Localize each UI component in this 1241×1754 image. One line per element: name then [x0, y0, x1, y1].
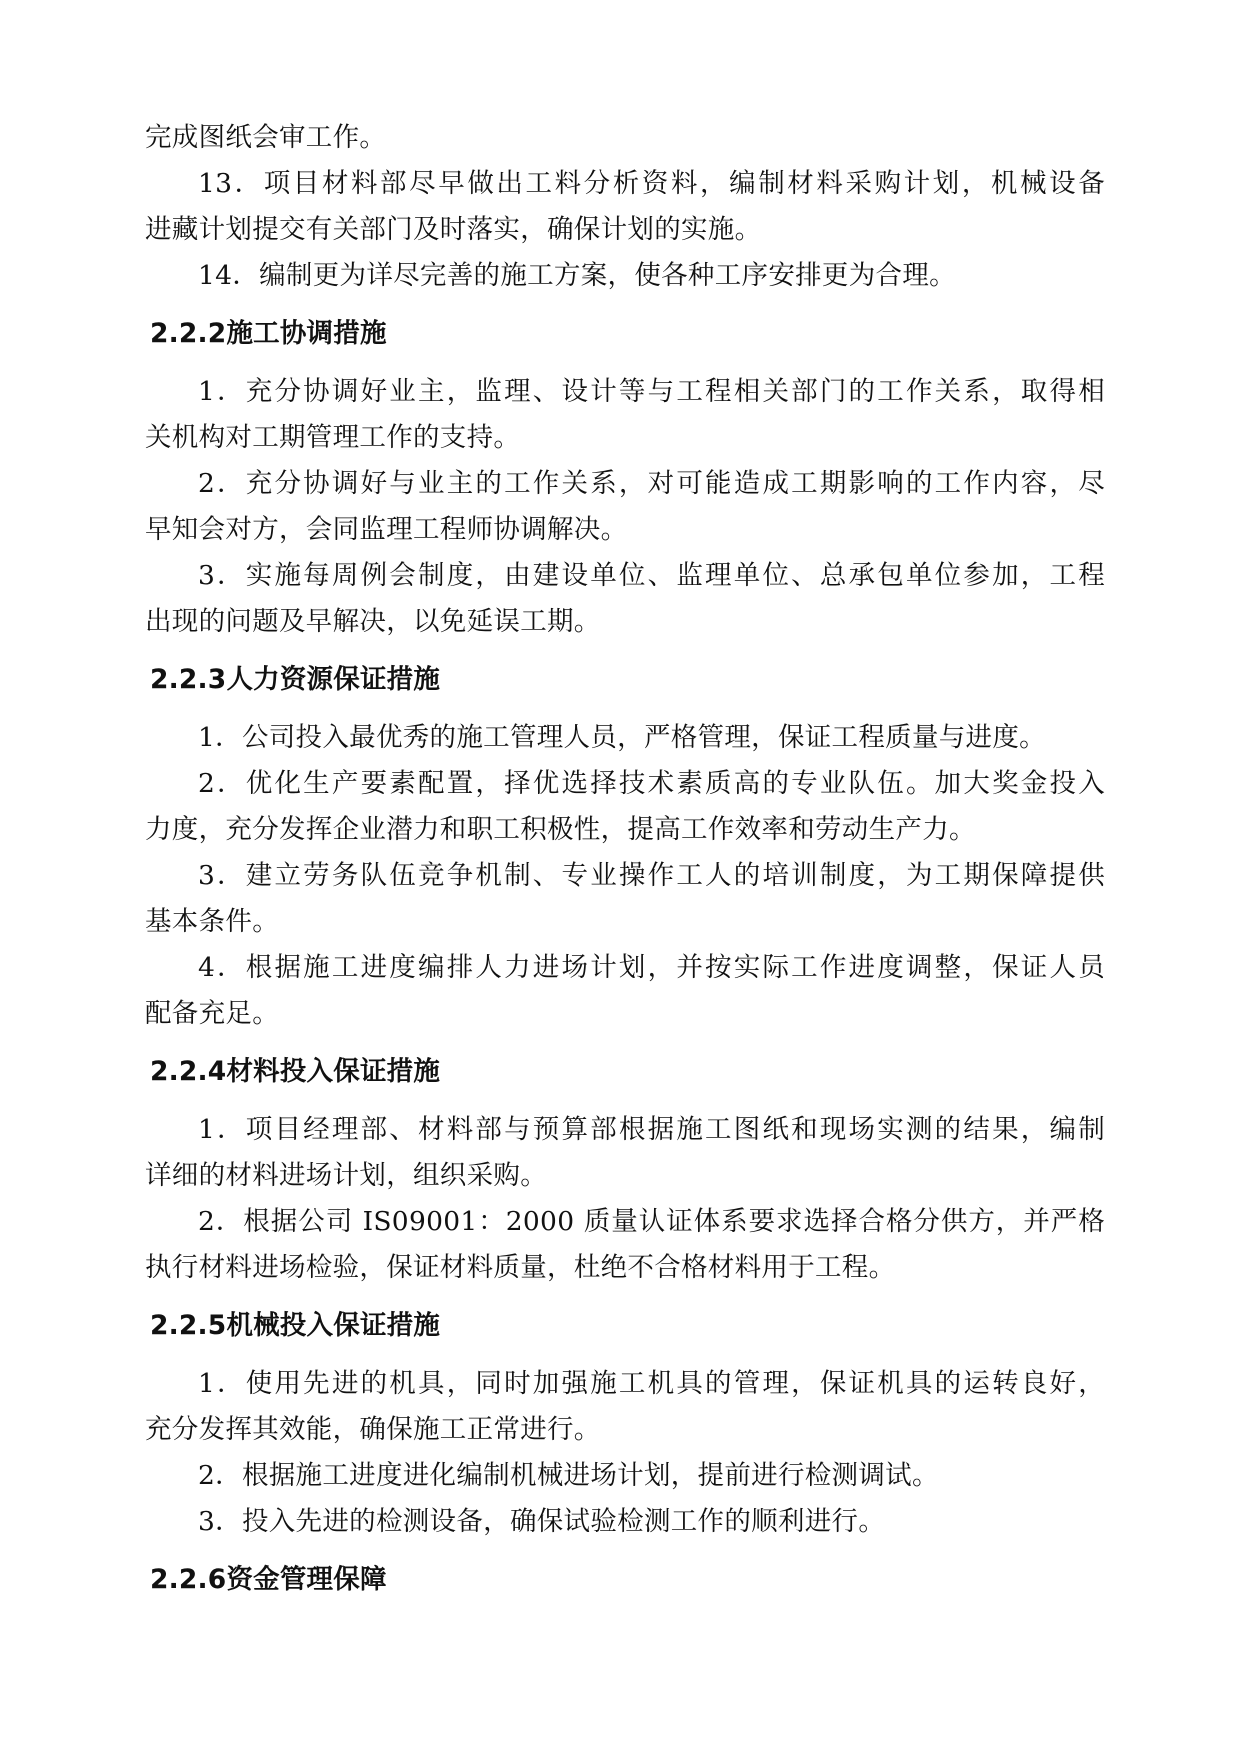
- text-line: 2．根据施工进度进化编制机械进场计划，提前进行检测调试。: [198, 1460, 939, 1491]
- section-heading: 2.2.5机械投入保证措施: [150, 1310, 441, 1341]
- text-line: 基本条件。: [145, 906, 279, 937]
- section-heading: 2.2.6资金管理保障: [150, 1564, 387, 1595]
- text-line: 14．编制更为详尽完善的施工方案，使各种工序安排更为合理。: [198, 260, 956, 291]
- text-line: 2．充分协调好与业主的工作关系，对可能造成工期影响的工作内容，尽: [198, 468, 1105, 499]
- text-line: 进藏计划提交有关部门及时落实，确保计划的实施。: [145, 214, 762, 245]
- section-heading: 2.2.4材料投入保证措施: [150, 1056, 441, 1087]
- text-line: 13．项目材料部尽早做出工料分析资料，编制材料采购计划，机械设备: [198, 168, 1105, 199]
- text-line: 关机构对工期管理工作的支持。: [145, 422, 521, 453]
- text-line: 3．建立劳务队伍竞争机制、专业操作工人的培训制度，为工期保障提供: [198, 860, 1105, 891]
- text-line: 充分发挥其效能，确保施工正常进行。: [145, 1414, 601, 1445]
- text-line: 2．根据公司 IS09001：2000 质量认证体系要求选择合格分供方，并严格: [198, 1206, 1105, 1237]
- text-line: 出现的问题及早解决，以免延误工期。: [145, 606, 601, 637]
- text-line: 早知会对方，会同监理工程师协调解决。: [145, 514, 628, 545]
- section-heading: 2.2.3人力资源保证措施: [150, 664, 441, 695]
- text-line: 完成图纸会审工作。: [145, 122, 387, 153]
- section-heading: 2.2.2施工协调措施: [150, 318, 387, 349]
- text-line: 2．优化生产要素配置，择优选择技术素质高的专业队伍。加大奖金投入: [198, 768, 1105, 799]
- text-line: 1．使用先进的机具，同时加强施工机具的管理，保证机具的运转良好，: [198, 1368, 1105, 1399]
- text-line: 3．实施每周例会制度，由建设单位、监理单位、总承包单位参加，工程: [198, 560, 1105, 591]
- text-line: 1．项目经理部、材料部与预算部根据施工图纸和现场实测的结果，编制: [198, 1114, 1105, 1145]
- text-line: 4．根据施工进度编排人力进场计划，并按实际工作进度调整，保证人员: [198, 952, 1105, 983]
- text-line: 详细的材料进场计划，组织采购。: [145, 1160, 547, 1191]
- text-line: 3．投入先进的检测设备，确保试验检测工作的顺利进行。: [198, 1506, 886, 1537]
- text-line: 力度，充分发挥企业潜力和职工积极性，提高工作效率和劳动生产力。: [145, 814, 976, 845]
- text-line: 1．充分协调好业主，监理、设计等与工程相关部门的工作关系，取得相: [198, 376, 1105, 407]
- text-line: 执行材料进场检验，保证材料质量，杜绝不合格材料用于工程。: [145, 1252, 896, 1283]
- text-line: 配备充足。: [145, 998, 279, 1029]
- text-line: 1．公司投入最优秀的施工管理人员，严格管理，保证工程质量与进度。: [198, 722, 1046, 753]
